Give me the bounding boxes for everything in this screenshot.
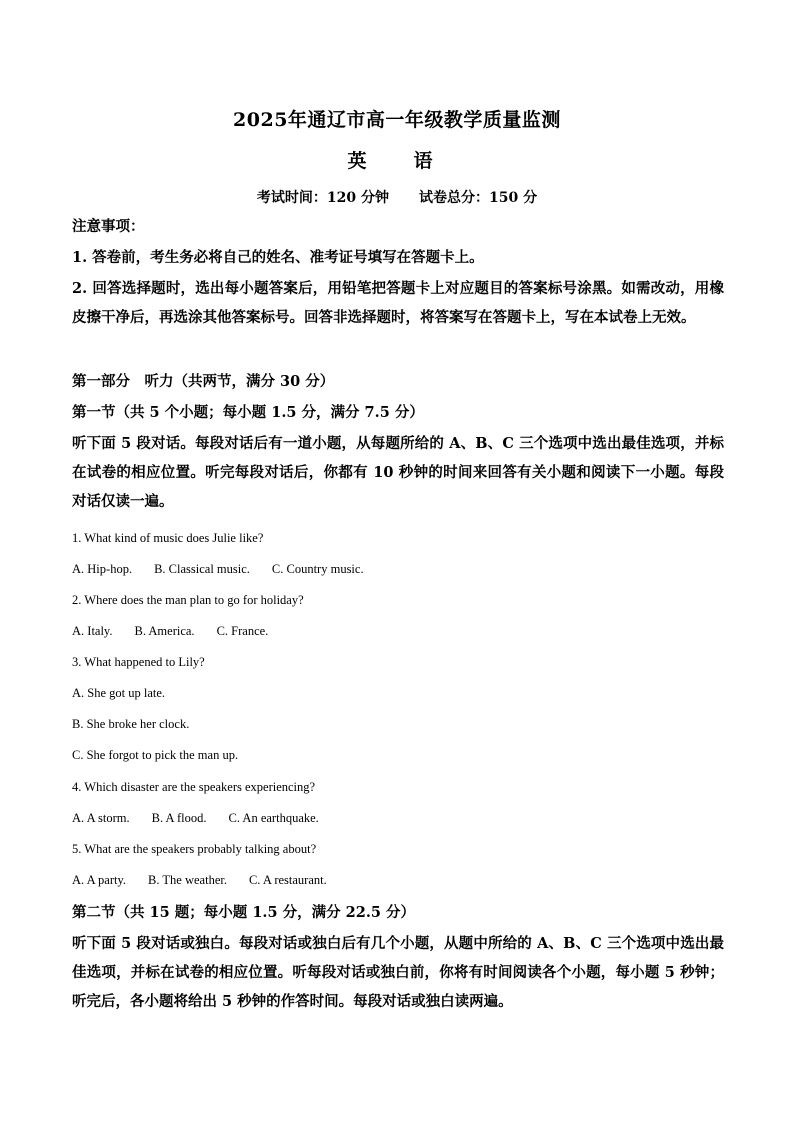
part1-heading: 第一部分 听力（共两节，满分 30 分） <box>72 373 335 390</box>
section2-heading: 第二节（共 15 题；每小题 1.5 分，满分 22.5 分） <box>72 904 416 921</box>
subject-title: 英 语 <box>347 150 447 172</box>
section1-heading: 第一节（共 5 个小题；每小题 1.5 分，满分 7.5 分） <box>72 404 424 421</box>
option-c: C. Country music. <box>271 562 364 576</box>
option-c: C. A restaurant. <box>248 873 327 887</box>
option-a: A. A party. <box>72 873 127 887</box>
question-stem: 2. Where does the man plan to go for holiday? <box>72 593 304 607</box>
option-c: C. She forgot to pick the man up. <box>72 748 239 762</box>
question-options <box>72 808 724 828</box>
exam-time: 考试时间：120 分钟 <box>256 190 389 206</box>
option-b: B. Classical music. <box>154 562 250 576</box>
question-stem: 1. What kind of music does Julie like? <box>72 531 264 545</box>
note-1: 1. 答卷前，考生务必将自己的姓名、准考证号填写在答题卡上。 <box>72 249 484 266</box>
exam-total-score: 试卷总分：150 分 <box>419 190 538 206</box>
option-b: B. America. <box>134 624 195 638</box>
notes-heading: 注意事项： <box>72 218 145 235</box>
section1-instructions: 听下面 5 段对话。每段对话后有一道小题，从每题所给的 A、B、C 三个选项中选出最佳选项，并标在试卷的相应位置。听完每段对话后，你都有 10 秒钟的时间来回答有关小题和阅读下一小题。每段对话仅读一遍。 <box>72 435 724 510</box>
option-b: B. A flood. <box>151 811 207 825</box>
option-c: C. France. <box>216 624 269 638</box>
note-2: 2. 回答选择题时，选出每小题答案后，用铅笔把答题卡上对应题目的答案标号涂黑。如需改动，用橡皮擦干净后，再选涂其他答案标号。回答非选择题时，将答案写在答题卡上，写在本试卷上无效。 <box>72 280 724 326</box>
question-stem: 3. What happened to Lily? <box>72 655 205 669</box>
question-stem: 5. What are the speakers probably talking about? <box>72 842 317 856</box>
option-a: A. A storm. <box>72 811 130 825</box>
option-b: B. The weather. <box>148 873 227 887</box>
question-options <box>72 621 724 641</box>
exam-title: 2025年通辽市高一年级教学质量监测 <box>233 109 561 131</box>
question-options <box>72 870 724 890</box>
option-a: A. She got up late. <box>72 686 166 700</box>
question-options <box>72 559 724 579</box>
option-a: A. Hip-hop. <box>72 562 133 576</box>
question-stem: 4. Which disaster are the speakers experiencing? <box>72 780 316 794</box>
exam-info <box>0 187 794 207</box>
option-c: C. An earthquake. <box>228 811 319 825</box>
section2-instructions: 听下面 5 段对话或独白。每段对话或独白后有几个小题，从题中所给的 A、B、C 三个选项中选出最佳选项，并标在试卷的相应位置。听每段对话或独白前，你将有时间阅读各个小题，每小题 5 秒钟；听完后，各小题将给出 5 秒钟的作答时间。每段对话或独白读两遍。 <box>72 935 724 1010</box>
option-b: B. She broke her clock. <box>72 717 190 731</box>
option-a: A. Italy. <box>72 624 113 638</box>
